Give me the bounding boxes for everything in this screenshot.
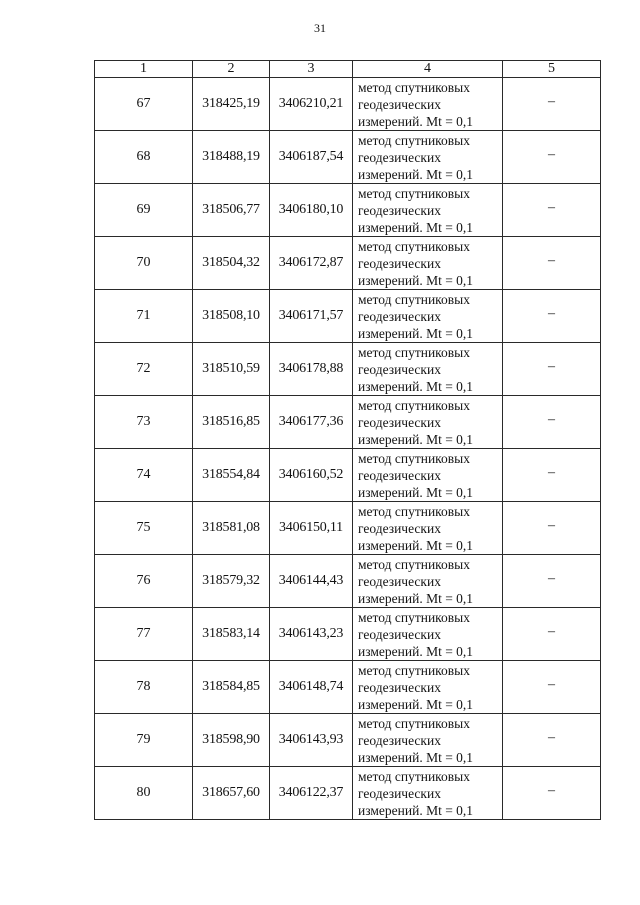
method-cell (353, 343, 503, 396)
method-line: метод спутниковых (358, 609, 470, 625)
method-line: геодезических (358, 414, 441, 430)
header-col-2: 2 (193, 61, 270, 78)
method-line: измерений. Mt = 0,1 (358, 166, 474, 182)
table-header (95, 61, 601, 78)
note-cell (503, 555, 601, 608)
table-row (95, 714, 601, 767)
point-number-cell: 72 (95, 343, 193, 396)
method-line: метод спутниковых (358, 185, 470, 201)
note-value: – (548, 359, 555, 374)
table-row (95, 131, 601, 184)
y-coordinate-cell: 3406160,52 (270, 449, 353, 502)
note-value: – (548, 730, 555, 745)
method-cell (353, 290, 503, 343)
method-cell (353, 608, 503, 661)
y-coordinate-cell: 3406143,93 (270, 714, 353, 767)
header-col-5: 5 (503, 61, 601, 78)
method-line: измерений. Mt = 0,1 (358, 696, 474, 712)
method-cell (353, 767, 503, 820)
note-cell (503, 767, 601, 820)
table-row (95, 184, 601, 237)
point-number-cell: 78 (95, 661, 193, 714)
x-coordinate-cell: 318583,14 (193, 608, 270, 661)
table-row (95, 608, 601, 661)
note-cell (503, 290, 601, 343)
note-cell (503, 449, 601, 502)
coordinates-table (94, 60, 601, 820)
method-line: метод спутниковых (358, 132, 470, 148)
method-line: геодезических (358, 785, 441, 801)
table-row (95, 767, 601, 820)
note-value: – (548, 518, 555, 533)
point-number-cell: 76 (95, 555, 193, 608)
method-cell (353, 78, 503, 131)
method-line: измерений. Mt = 0,1 (358, 113, 474, 129)
method-line: измерений. Mt = 0,1 (358, 272, 474, 288)
point-number-cell: 73 (95, 396, 193, 449)
y-coordinate-cell: 3406180,10 (270, 184, 353, 237)
method-line: геодезических (358, 679, 441, 695)
point-number-cell: 75 (95, 502, 193, 555)
header-col-4: 4 (353, 61, 503, 78)
method-line: геодезических (358, 361, 441, 377)
method-line: метод спутниковых (358, 715, 470, 731)
method-cell (353, 396, 503, 449)
header-col-3: 3 (270, 61, 353, 78)
note-value: – (548, 306, 555, 321)
point-number-cell: 71 (95, 290, 193, 343)
table-row (95, 555, 601, 608)
table-row (95, 237, 601, 290)
method-cell (353, 714, 503, 767)
method-cell (353, 449, 503, 502)
y-coordinate-cell: 3406150,11 (270, 502, 353, 555)
method-line: измерений. Mt = 0,1 (358, 219, 474, 235)
note-value: – (548, 677, 555, 692)
note-value: – (548, 94, 555, 109)
method-cell (353, 502, 503, 555)
table-row (95, 78, 601, 131)
method-line: метод спутниковых (358, 79, 470, 95)
y-coordinate-cell: 3406210,21 (270, 78, 353, 131)
note-cell (503, 78, 601, 131)
table-row (95, 502, 601, 555)
note-value: – (548, 783, 555, 798)
method-line: метод спутниковых (358, 397, 470, 413)
note-value: – (548, 253, 555, 268)
method-line: геодезических (358, 255, 441, 271)
x-coordinate-cell: 318506,77 (193, 184, 270, 237)
method-line: метод спутниковых (358, 662, 470, 678)
method-cell (353, 237, 503, 290)
note-cell (503, 661, 601, 714)
method-line: измерений. Mt = 0,1 (358, 590, 474, 606)
x-coordinate-cell: 318425,19 (193, 78, 270, 131)
page-number: 31 (314, 21, 326, 35)
method-cell (353, 184, 503, 237)
y-coordinate-cell: 3406177,36 (270, 396, 353, 449)
x-coordinate-cell: 318581,08 (193, 502, 270, 555)
note-cell (503, 184, 601, 237)
point-number-cell: 70 (95, 237, 193, 290)
point-number-cell: 80 (95, 767, 193, 820)
method-cell (353, 661, 503, 714)
x-coordinate-cell: 318504,32 (193, 237, 270, 290)
method-line: геодезических (358, 626, 441, 642)
method-line: измерений. Mt = 0,1 (358, 537, 474, 553)
header-row (95, 61, 601, 78)
method-line: измерений. Mt = 0,1 (358, 431, 474, 447)
method-line: геодезических (358, 149, 441, 165)
note-cell (503, 714, 601, 767)
x-coordinate-cell: 318508,10 (193, 290, 270, 343)
method-line: измерений. Mt = 0,1 (358, 378, 474, 394)
x-coordinate-cell: 318579,32 (193, 555, 270, 608)
method-line: геодезических (358, 96, 441, 112)
method-line: измерений. Mt = 0,1 (358, 749, 474, 765)
method-line: измерений. Mt = 0,1 (358, 802, 474, 818)
point-number-cell: 79 (95, 714, 193, 767)
note-cell (503, 608, 601, 661)
x-coordinate-cell: 318657,60 (193, 767, 270, 820)
method-line: метод спутниковых (358, 450, 470, 466)
note-value: – (548, 624, 555, 639)
method-line: геодезических (358, 732, 441, 748)
method-line: измерений. Mt = 0,1 (358, 643, 474, 659)
method-line: метод спутниковых (358, 291, 470, 307)
note-value: – (548, 465, 555, 480)
method-cell (353, 555, 503, 608)
x-coordinate-cell: 318516,85 (193, 396, 270, 449)
note-cell (503, 343, 601, 396)
note-value: – (548, 200, 555, 215)
note-value: – (548, 571, 555, 586)
y-coordinate-cell: 3406171,57 (270, 290, 353, 343)
header-col-1: 1 (95, 61, 193, 78)
note-cell (503, 237, 601, 290)
method-line: геодезических (358, 202, 441, 218)
method-line: измерений. Mt = 0,1 (358, 484, 474, 500)
x-coordinate-cell: 318488,19 (193, 131, 270, 184)
point-number-cell: 74 (95, 449, 193, 502)
point-number-cell: 67 (95, 78, 193, 131)
method-line: геодезических (358, 520, 441, 536)
note-value: – (548, 147, 555, 162)
x-coordinate-cell: 318510,59 (193, 343, 270, 396)
y-coordinate-cell: 3406187,54 (270, 131, 353, 184)
method-line: измерений. Mt = 0,1 (358, 325, 474, 341)
x-coordinate-cell: 318584,85 (193, 661, 270, 714)
method-line: метод спутниковых (358, 238, 470, 254)
point-number-cell: 68 (95, 131, 193, 184)
table-row (95, 396, 601, 449)
method-cell (353, 131, 503, 184)
y-coordinate-cell: 3406148,74 (270, 661, 353, 714)
table-body (95, 78, 601, 820)
method-line: геодезических (358, 467, 441, 483)
x-coordinate-cell: 318598,90 (193, 714, 270, 767)
method-line: метод спутниковых (358, 503, 470, 519)
note-cell (503, 502, 601, 555)
method-line: метод спутниковых (358, 344, 470, 360)
note-cell (503, 396, 601, 449)
method-line: метод спутниковых (358, 768, 470, 784)
point-number-cell: 69 (95, 184, 193, 237)
x-coordinate-cell: 318554,84 (193, 449, 270, 502)
y-coordinate-cell: 3406172,87 (270, 237, 353, 290)
method-line: геодезических (358, 573, 441, 589)
note-cell (503, 131, 601, 184)
method-line: геодезических (358, 308, 441, 324)
table-row (95, 661, 601, 714)
method-line: метод спутниковых (358, 556, 470, 572)
y-coordinate-cell: 3406178,88 (270, 343, 353, 396)
table-row (95, 449, 601, 502)
point-number-cell: 77 (95, 608, 193, 661)
note-value: – (548, 412, 555, 427)
y-coordinate-cell: 3406144,43 (270, 555, 353, 608)
y-coordinate-cell: 3406143,23 (270, 608, 353, 661)
table-row (95, 290, 601, 343)
table-row (95, 343, 601, 396)
y-coordinate-cell: 3406122,37 (270, 767, 353, 820)
